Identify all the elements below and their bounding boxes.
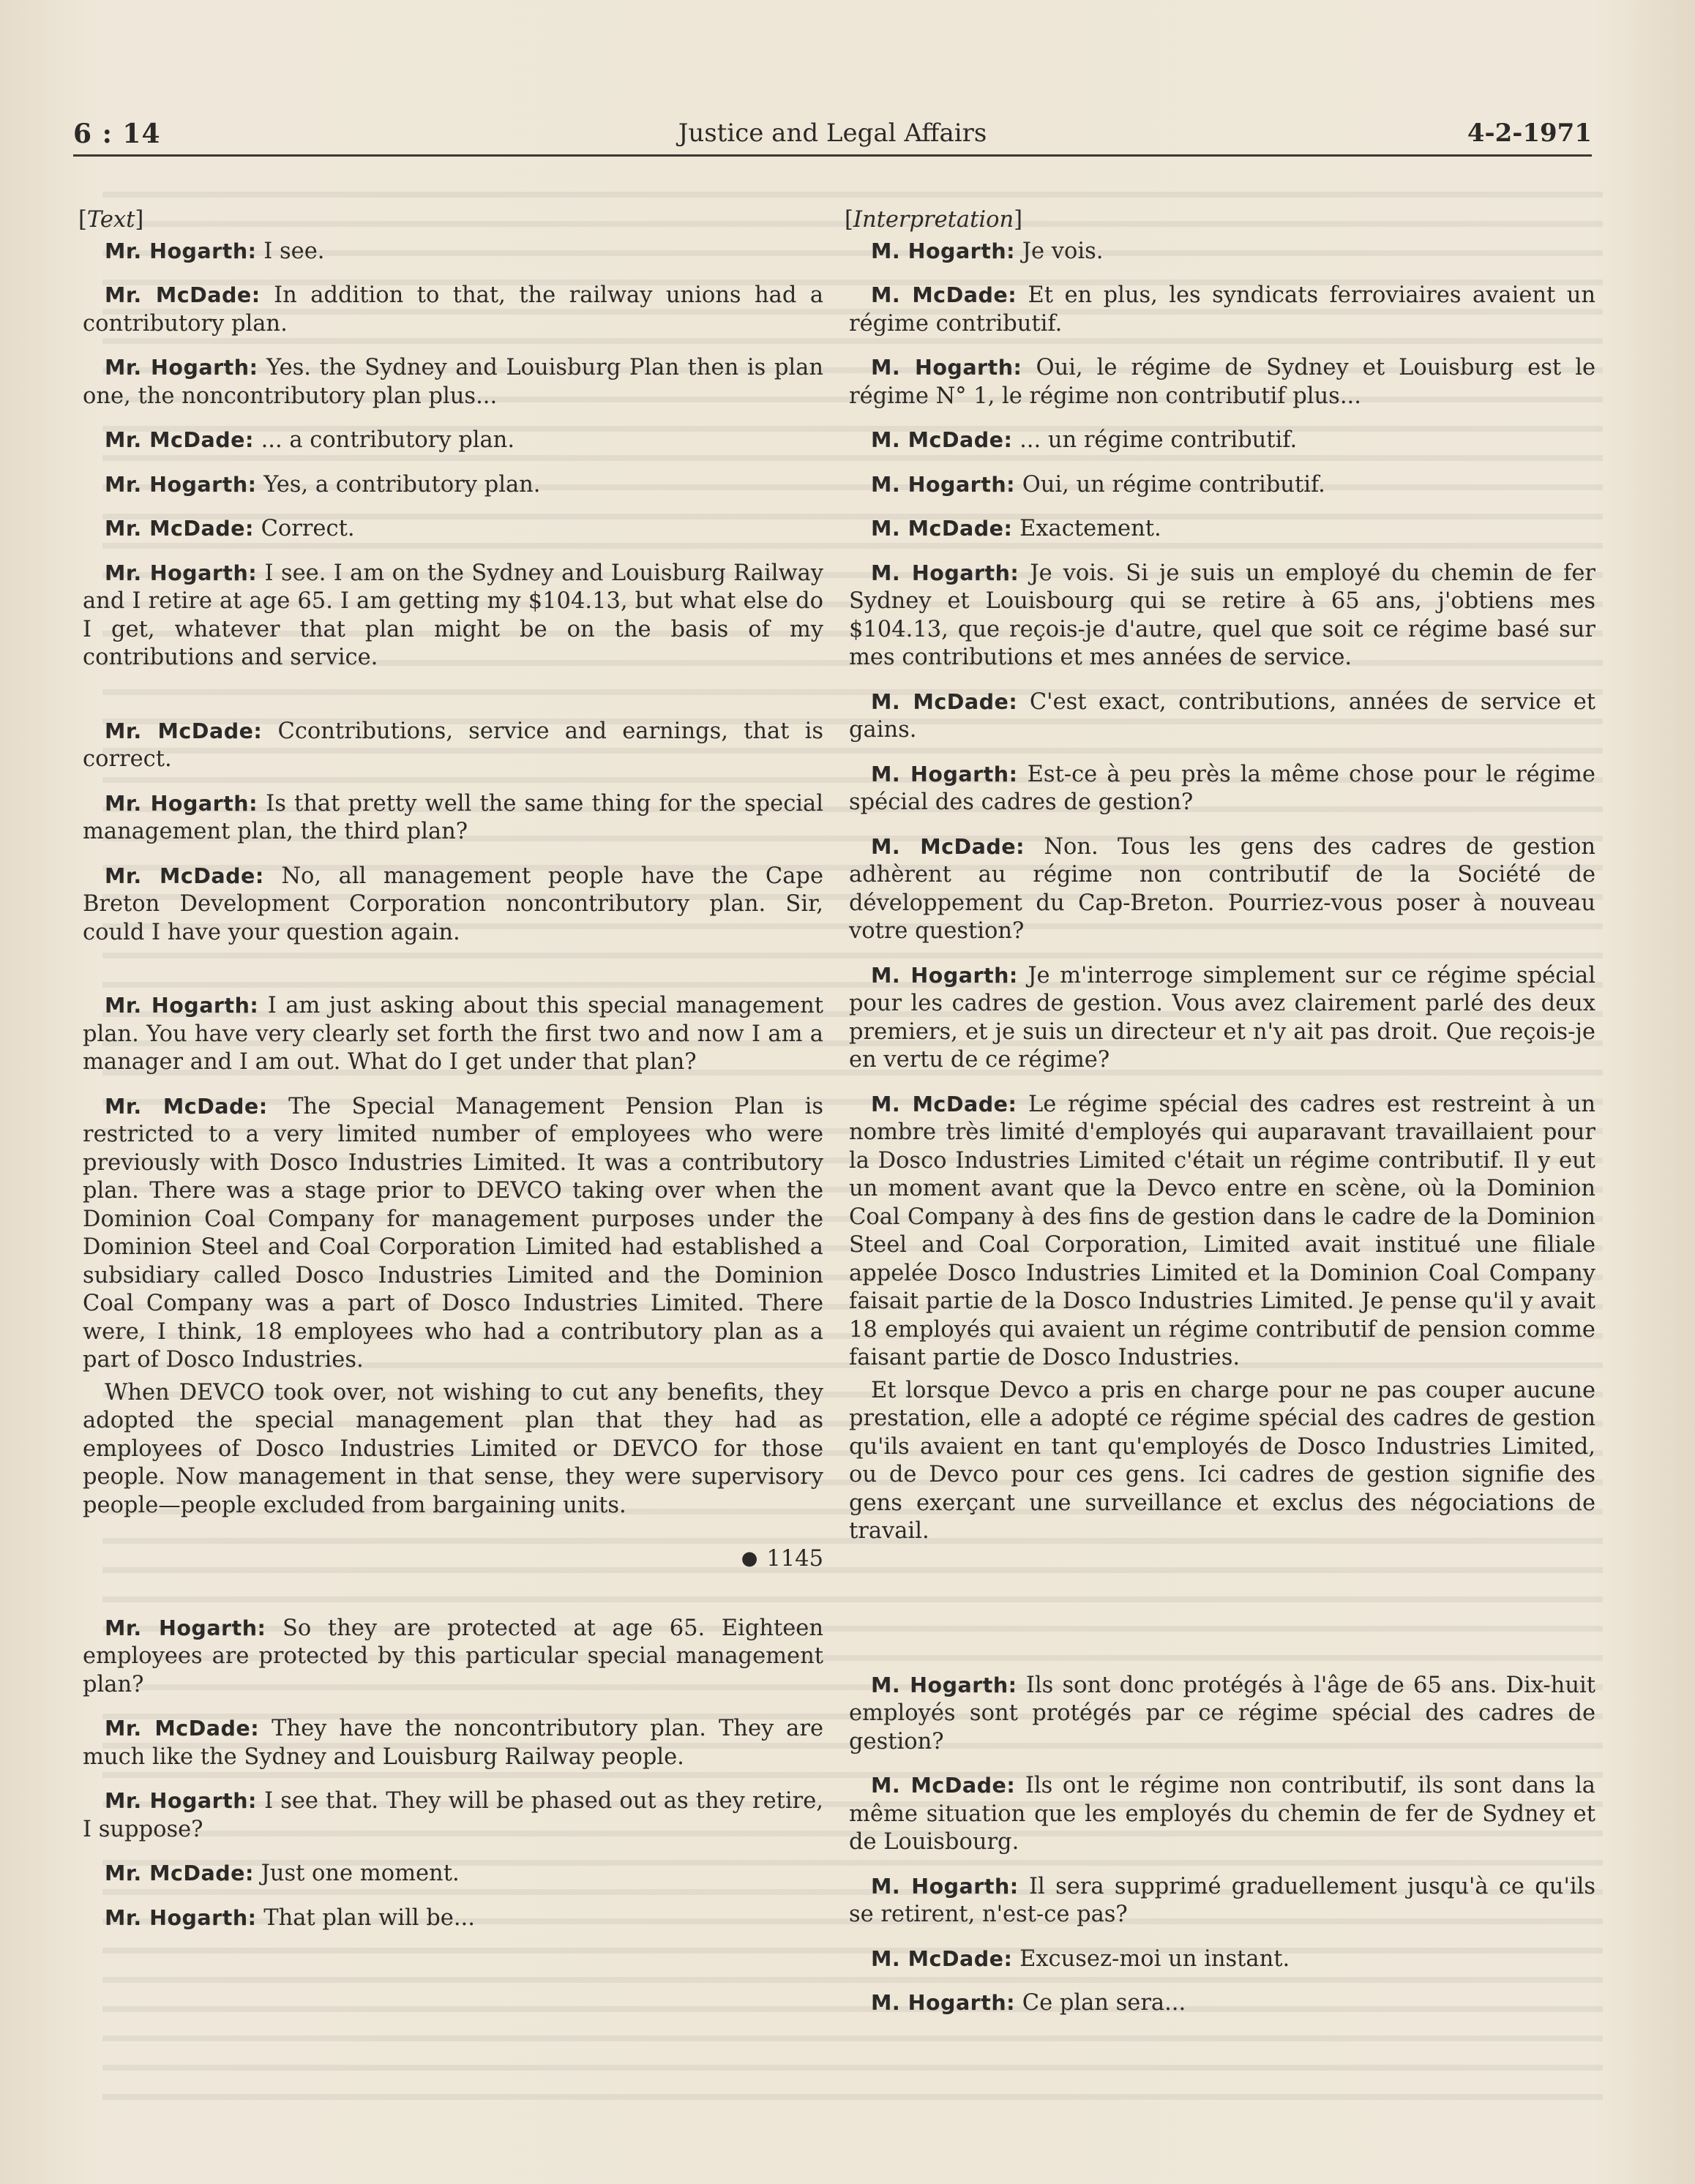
speaker-name: Mr. Hogarth: [105,1905,257,1930]
exchange-paragraph [849,962,1595,1075]
speech-text: Ce plan sera... [1022,1990,1186,2016]
speaker-name: M. McDade: [871,689,1018,714]
speech-text: Il sera supprimé graduellement jusqu'à ce qu'ils se retirent, n'est-ce pas? [849,1873,1595,1927]
exchange-paragraph [849,761,1595,817]
speech-text: Je vois. Si je suis un employé du chemin de fer Sydney et Louisbourg qui se retire à 65 ans, j'obtiens mes $104.13, que reçois-je d'autre, quel que soit ce régime basé sur mes contributions et mes années de service. [849,560,1596,670]
speaker-name: M. Hogarth: [871,762,1018,787]
exchange-paragraph [83,1787,823,1844]
speech-text: Non. Tous les gens des cadres de gestion adhèrent au régime non contributif de la Société de développement du Cap-Breton. Pourriez-vous poser à nouveau votre question? [849,833,1596,944]
speaker-name: M. Hogarth: [871,963,1018,988]
speaker-name: Mr. Hogarth: [105,1789,257,1813]
speaker-name: Mr. Hogarth: [105,994,259,1018]
header-rule [73,154,1592,157]
exchange-paragraph [849,1672,1595,1757]
speaker-name: Mr. Hogarth: [105,239,257,263]
exchange-paragraph [849,471,1595,500]
speech-text: I see. I am on the Sydney and Louisburg Railway and I retire at age 65. I am getting my $104.13, but what else do I get, whatever that plan might be on the basis of my contributions and service. [83,560,823,670]
continuation-paragraph [83,1379,823,1520]
exchange-paragraph [83,992,823,1077]
speaker-name: M. Hogarth: [871,239,1016,263]
speech-text: They have the noncontributory plan. They are much like the Sydney and Louisburg Railway people. [83,1716,823,1770]
exchange-paragraph [83,1615,823,1700]
column-tag: [Text] [78,207,144,233]
exchange-paragraph [849,1091,1595,1373]
exchange-paragraph [849,560,1595,672]
speaker-name: Mr. McDade: [105,863,264,888]
column-tag-label: Text [86,207,135,233]
speech-text: Excusez-moi un instant. [1019,1945,1290,1972]
speaker-name: M. Hogarth: [871,560,1019,585]
exchange-paragraph [849,354,1595,410]
page-title: Justice and Legal Affairs [678,119,987,148]
exchange-paragraph [83,1715,823,1771]
speech-text: So they are protected at age 65. Eighteen employees are protected by this particular special management plan? [83,1615,823,1697]
speech-text: In addition to that, the railway unions had a contributory plan. [83,282,824,337]
speech-text: ... a contributory plan. [261,427,515,453]
bullet-icon: ● [741,1547,758,1569]
speaker-name: M. McDade: [871,834,1025,859]
speech-text: Yes, a contributory plan. [263,471,541,498]
exchange-paragraph [83,238,823,266]
speaker-name: M. McDade: [871,517,1013,541]
speaker-name: M. Hogarth: [871,1991,1016,2015]
speech-text: Ccontributions, service and earnings, that is correct. [83,718,823,772]
exchange-paragraph [849,1772,1595,1857]
speaker-name: Mr. Hogarth: [105,560,258,585]
spacer [83,963,823,992]
speaker-name: Mr. Hogarth: [105,472,257,497]
speaker-name: Mr. Hogarth: [105,1616,266,1640]
page-number: 6 : 14 [73,119,161,149]
speaker-name: M. Hogarth: [871,1673,1017,1697]
speaker-name: M. McDade: [871,428,1013,452]
speaker-name: M. Hogarth: [871,1874,1019,1899]
speaker-name: Mr. McDade: [105,517,254,541]
exchange-paragraph [849,1873,1595,1929]
speaker-name: Mr. McDade: [105,428,254,452]
exchange-paragraph [849,427,1595,455]
speech-text: Exactement. [1019,516,1161,541]
spacer [83,688,823,718]
column-tag: [Interpretation] [845,207,1023,233]
speech-text: Yes. the Sydney and Louisburg Plan then is plan one, the noncontributory plan plus... [83,355,823,409]
running-header [73,116,1592,157]
speaker-name: M. Hogarth: [871,356,1022,380]
exchange-paragraph [83,1905,823,1933]
exchange-paragraph [849,1989,1595,2018]
speaker-name: Mr. McDade: [105,1861,254,1885]
speaker-name: M. McDade: [871,1092,1017,1117]
speech-text: I see that. They will be phased out as they retire, I suppose? [83,1788,823,1842]
exchange-paragraph [83,354,823,410]
speech-text: That plan will be... [263,1905,475,1931]
speech-text: Oui, un régime contributif. [1022,471,1325,498]
speech-text: C'est exact, contributions, années de service et gains. [849,688,1595,743]
spacer [849,1562,1595,1672]
exchange-paragraph [849,282,1595,338]
time-marker-value: 1145 [766,1546,823,1572]
exchange-paragraph [83,718,823,774]
exchange-paragraph [849,1945,1595,1974]
continuation-paragraph [849,1377,1595,1546]
column-french [845,206,1596,2034]
speaker-name: Mr. McDade: [105,1716,260,1741]
speaker-name: Mr. McDade: [105,283,261,307]
speaker-name: M. McDade: [871,1774,1016,1798]
speech-text: Je m'interroge simplement sur ce régime spécial pour les cadres de gestion. Vous avez clairement parlé des deux premiers, et je suis un directeur et n'y ait pas droit. Que reçois-je en vertu de ce régime? [849,962,1595,1073]
speaker-name: M. McDade: [871,1946,1013,1971]
speech-text: Just one moment. [261,1861,460,1886]
exchange-paragraph [83,282,823,338]
speech-text: I see. [263,238,325,264]
exchange-paragraph [83,560,823,672]
exchange-paragraph [83,1093,823,1375]
speech-text: ... un régime contributif. [1019,427,1298,453]
speech-text: Le régime spécial des cadres est restreint à un nombre très limité d'employés qui auparavant travaillaient pour la Dosco Industries Limited c'était un régime contributif. Il y eut un moment avant que la Devco entre en scène, où la Dominion Coal Company à des fins de gestion dans le cadre de la Dominion Steel and Coal Corporation, Limited avait institué une filiale appelée Dosco Industries Limited et la Dominion Coal Company faisait partie de la Dosco Industries Limited. Je pense qu'il y avait 18 employés qui avaient un régime contributif de pension comme faisant partie de Dosco Industries. [849,1091,1595,1370]
speech-text: The Special Management Pension Plan is restricted to a very limited number of employees who were previously with Dosco Industries Limited. It was a contributory plan. There was a stage prior to DEVCO taking over when the Dominion Coal Company for management purposes under the Dominion Steel and Coal Corporation Limited had established a subsidiary called Dosco Industries Limited and the Dominion Coal Company was a part of Dosco Industries Limited. There were, I think, 18 employees who had a contributory plan as a part of Dosco Industries. [83,1093,824,1373]
speaker-name: M. Hogarth: [871,472,1016,497]
exchange-paragraph [849,833,1595,946]
exchange-paragraph [83,515,823,544]
speech-text: Je vois. [1022,238,1104,264]
column-english [78,206,824,1948]
exchange-paragraph [83,790,823,847]
exchange-paragraph [849,238,1595,266]
speech-text: Et lorsque Devco a pris en charge pour ne pas couper aucune prestation, elle a adopté ce régime spécial des cadres de gestion qu'ils avaient en tant qu'employés de Dosco Industries Limited, ou de Devco pour ces gens. Ici cadres de gestion signifie des gens exerçant une surveillance et exclus des négociations de travail. [849,1377,1595,1544]
exchange-paragraph [849,515,1595,544]
exchange-paragraph [83,471,823,500]
exchange-paragraph [83,863,823,947]
header-date: 4-2-1971 [1467,119,1592,148]
speaker-name: Mr. Hogarth: [105,356,258,380]
speech-text: Is that pretty well the same thing for the special management plan, the third plan? [83,790,823,844]
speech-text: When DEVCO took over, not wishing to cut any benefits, they adopted the special management plan that they had as employees of Dosco Industries Limited or DEVCO for those people. Now management in that sense, they were supervisory people—people excluded from bargaining units. [83,1379,823,1518]
speech-text: Correct. [261,516,355,541]
speaker-name: M. McDade: [871,283,1017,307]
exchange-paragraph [849,688,1595,745]
speech-text: Oui, le régime de Sydney et Louisburg est le régime N° 1, le régime non contributif plus... [849,355,1595,409]
column-tag-label: Interpretation [853,207,1014,233]
speaker-name: Mr. McDade: [105,718,263,743]
speaker-name: Mr. Hogarth: [105,791,258,816]
speech-text: No, all management people have the Cape Breton Development Corporation noncontributory plan. Sir, could I have your question again. [83,863,823,945]
speech-text: I am just asking about this special management plan. You have very clearly set forth the first two and now I am a manager and I am out. What do I get under that plan? [83,993,823,1075]
speech-text: Ils sont donc protégés à l'âge de 65 ans. Dix-huit employés sont protégés par ce régime spécial des cadres de gestion? [849,1672,1595,1755]
exchange-paragraph [83,427,823,455]
speech-text: Ils ont le régime non contributif, ils sont dans la même situation que les employés du chemin de fer de Sydney et de Louisbourg. [849,1773,1595,1855]
time-marker [83,1545,823,1574]
speaker-name: Mr. McDade: [105,1094,268,1119]
speech-text: Et en plus, les syndicats ferroviaires avaient un régime contributif. [849,282,1595,337]
speech-text: Est-ce à peu près la même chose pour le régime spécial des cadres de gestion? [849,761,1595,815]
exchange-paragraph [83,1860,823,1888]
